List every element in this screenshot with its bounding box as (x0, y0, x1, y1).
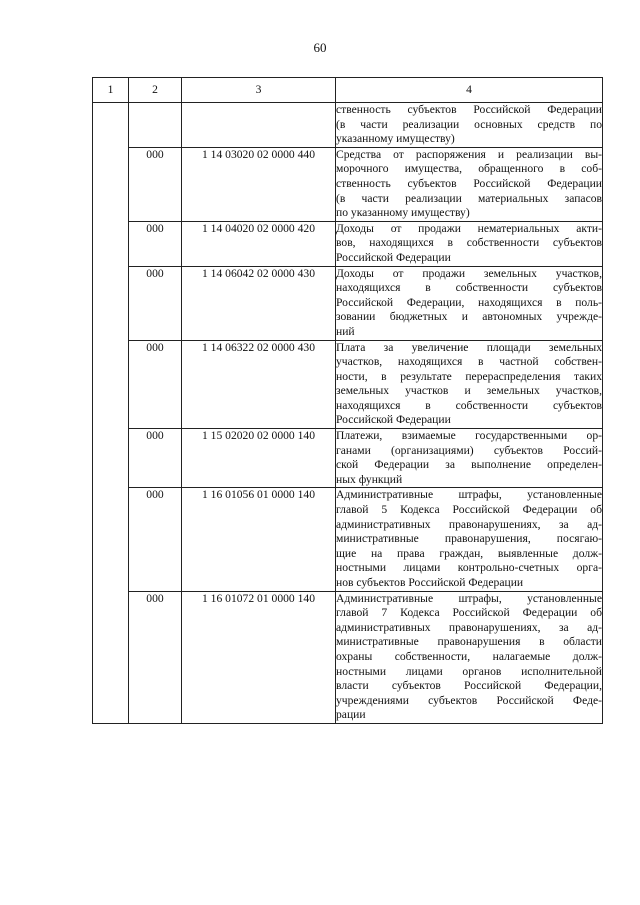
header-col-1: 1 (93, 78, 129, 103)
description-line: участков, находящихся в частной собствен- (336, 355, 602, 369)
description-line: ственность субъектов Российской Федерации (336, 103, 602, 116)
description-line: учреждениями субъектов Российской Феде- (336, 693, 602, 707)
budget-code-cell (182, 103, 336, 148)
description-line: ности, в результате перераспределения таких (336, 369, 602, 383)
budget-code-cell: 1 14 06042 02 0000 430 (182, 266, 336, 340)
table-row (93, 488, 603, 591)
description-line: (в части реализации материальных запасов (336, 191, 602, 205)
description-line: зовании бюджетных и автономных учрежде- (336, 310, 602, 324)
budget-code-cell: 1 14 06322 02 0000 430 (182, 340, 336, 429)
description-line: щие на права граждан, выявленные долж- (336, 546, 602, 560)
table-row (93, 147, 603, 221)
revenue-description-cell (336, 340, 603, 429)
admin-code-cell: 000 (129, 221, 182, 266)
table-row (93, 340, 603, 429)
description-line: Российской Федерации (336, 413, 451, 427)
description-line: Российской Федерации (336, 250, 451, 264)
table-row (93, 591, 603, 723)
budget-code-cell: 1 16 01056 01 0000 140 (182, 488, 336, 591)
description-line: Российской Федерации, находящихся в поль- (336, 295, 602, 309)
budget-code-cell: 1 14 03020 02 0000 440 (182, 147, 336, 221)
description-line: ных функций (336, 472, 403, 486)
description-line: власти субъектов Российской Федерации, (336, 679, 602, 693)
revenue-description-cell (336, 488, 603, 591)
description-line: Административные штрафы, установленные (336, 591, 602, 605)
table-row (93, 103, 603, 148)
admin-code-cell: 000 (129, 340, 182, 429)
admin-code-cell: 000 (129, 266, 182, 340)
table-header-row (93, 78, 603, 103)
description-line: ской Федерации за выполнение определен- (336, 458, 602, 472)
revenue-codes-table (92, 77, 603, 724)
admin-code-cell: 000 (129, 591, 182, 723)
description-line: нов субъектов Российской Федерации (336, 576, 524, 589)
description-line: Доходы от продажи земельных участков, (336, 266, 602, 280)
description-line: Платежи, взимаемые государственными ор- (336, 429, 602, 443)
table-row (93, 221, 603, 266)
admin-code-cell: 000 (129, 488, 182, 591)
table-row (93, 266, 603, 340)
budget-code-cell: 1 14 04020 02 0000 420 (182, 221, 336, 266)
revenue-description-cell (336, 221, 603, 266)
description-line: Доходы от продажи нематериальных акти- (336, 221, 602, 235)
description-line: ний (336, 324, 355, 338)
revenue-description-cell (336, 103, 603, 148)
description-line: находящихся в собственности субъектов (336, 281, 602, 295)
budget-code-cell: 1 16 01072 01 0000 140 (182, 591, 336, 723)
page-number: 60 (313, 40, 327, 55)
description-line: находящихся в собственности субъектов (336, 398, 602, 412)
description-line: морочного имущества, обращенного в соб- (336, 162, 602, 176)
description-line: министративные правонарушения, посягаю- (336, 532, 602, 546)
description-line: указанному имуществу) (336, 132, 455, 146)
revenue-description-cell (336, 147, 603, 221)
description-line: административных правонарушениях, за ад- (336, 517, 602, 531)
description-line: Плата за увеличение площади земельных (336, 340, 602, 354)
description-line: ганами (организациями) субъектов Россий- (336, 443, 602, 457)
budget-code-cell: 1 15 02020 02 0000 140 (182, 429, 336, 488)
admin-code-cell: 000 (129, 147, 182, 221)
revenue-description-cell (336, 429, 603, 488)
description-line: земельных участков и земельных участков, (336, 384, 602, 398)
description-line: ностными лицами органов исполнительной (336, 664, 602, 678)
description-line: рации (336, 708, 366, 722)
admin-code-cell: 000 (129, 429, 182, 488)
header-col-2: 2 (129, 78, 182, 103)
description-line: охраны собственности, налагаемые долж- (336, 649, 602, 663)
description-line: вов, находящихся в собственности субъектов (336, 236, 602, 250)
revenue-description-cell (336, 266, 603, 340)
description-line: (в части реализации основных средств по (336, 117, 602, 131)
col-1-cell (93, 103, 129, 724)
table-row (93, 429, 603, 488)
header-col-3: 3 (182, 78, 336, 103)
description-line: Средства от распоряжения и реализации вы- (336, 147, 602, 161)
description-line: главой 7 Кодекса Российской Федерации об (336, 606, 602, 620)
description-line: ностными лицами контрольно-счетных орга- (336, 561, 602, 575)
description-line: ственность субъектов Российской Федерации (336, 176, 602, 190)
description-line: главой 5 Кодекса Российской Федерации об (336, 503, 602, 517)
description-line: Административные штрафы, установленные (336, 488, 602, 502)
revenue-description-cell (336, 591, 603, 723)
description-line: по указанному имуществу) (336, 206, 470, 220)
description-line: административных правонарушениях, за ад- (336, 620, 602, 634)
admin-code-cell (129, 103, 182, 148)
description-line: министративные правонарушения в области (336, 635, 602, 649)
table-body (93, 103, 603, 724)
header-col-4: 4 (336, 78, 603, 103)
